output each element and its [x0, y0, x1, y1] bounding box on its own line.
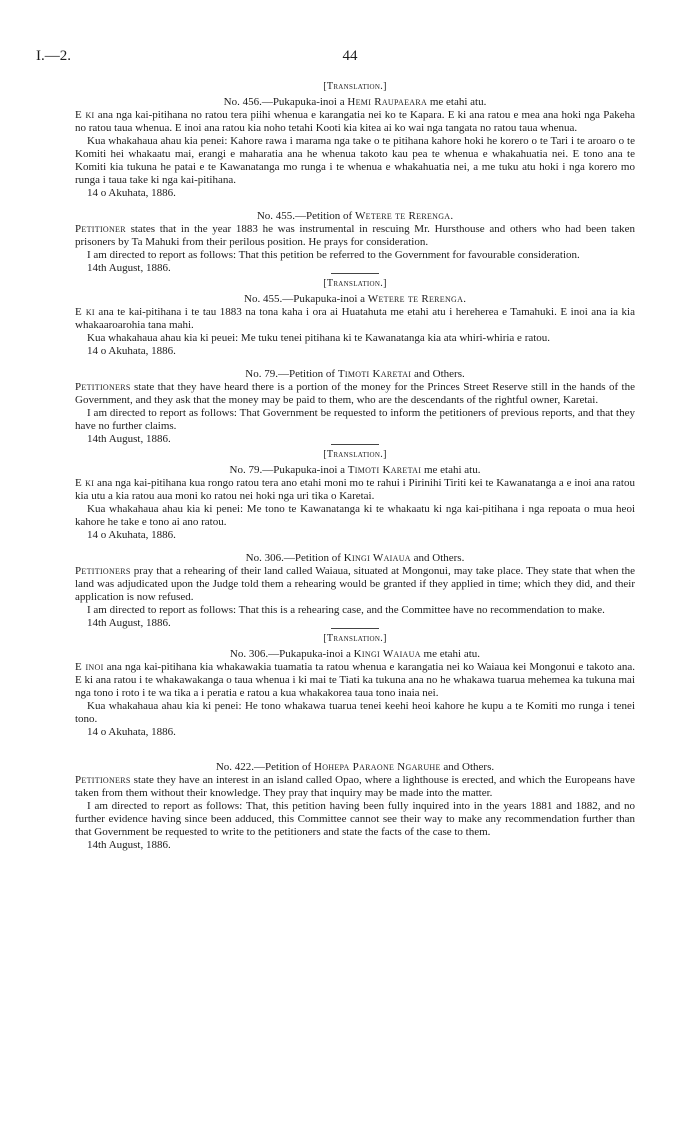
paragraph-text: ana nga kai-pitihana no ratou tera piihi whenua e karangatia nei ko te Kapara. E ki ana ratou e mea ana hoki nga Pakeha no ratou taua whenua. E inoi ana ratou kia noho tetahi Kooti kia kitea ai ko wai nga tangata no ratou taua whenua.: [75, 109, 635, 134]
committee-report: I am directed to report as follows: That, this petition having been fully inquired into in the years 1881 and 1882, and no further evidence having since been adduced, this Committee cannot see their way to make any recommendation further than that Government be requested to write to the petitioners and state the facts of the case to them.: [75, 800, 635, 838]
report-date: 14 o Akuhata, 1886.: [87, 529, 176, 541]
petitioner-name: Kingi Waiaua: [343, 552, 411, 564]
parliamentary-paper-reference: I.—2.: [36, 48, 71, 64]
committee-report: I am directed to report as follows: That this is a rehearing case, and the Committee have no recommendation to make.: [87, 604, 605, 616]
translation-306: [75, 632, 635, 739]
report-date: 14th August, 1886.: [87, 262, 171, 274]
heading-suffix: and Others.: [440, 761, 495, 773]
heading-text: No. 422.—Petition of: [215, 761, 314, 773]
petition-summary: [75, 774, 635, 800]
section-heading: [75, 368, 635, 381]
committee-report: Kua whakahaua ahau kia ki peuei: Me tuku tenei pitihana ki te Kawanatanga kia ata whiri-whiria e ratou.: [87, 332, 551, 344]
petition-summary: [75, 565, 635, 604]
paragraph-lead: Petitioners: [75, 774, 131, 786]
paragraph-lead: Petitioners: [75, 565, 131, 577]
paragraph-lead: E ki: [75, 109, 95, 121]
heading-suffix: me etahi atu.: [421, 464, 481, 476]
paragraph-lead: Petitioner: [75, 223, 126, 235]
translation-label: [Translation.]: [323, 278, 387, 289]
petition-summary: [75, 477, 635, 503]
petition-summary: [75, 306, 635, 332]
petition-summary: [75, 661, 635, 700]
petition-306: [75, 552, 635, 629]
heading-text: No. 79.—Petition of: [245, 368, 338, 380]
committee-report: I am directed to report as follows: That Government be requested to inform the petitioners of previous reports, and that they have no further claims.: [75, 407, 635, 432]
report-date: 14th August, 1886.: [87, 433, 171, 445]
petitioner-name: Timoti Karetai: [337, 368, 412, 380]
section-heading: [75, 96, 635, 109]
report-date: 14th August, 1886.: [87, 839, 171, 851]
heading-suffix: me etahi atu.: [420, 648, 481, 660]
section-heading: [75, 552, 635, 565]
petitioner-name: Wetere te Rerenga: [367, 293, 464, 305]
paragraph-text: state that they have heard there is a portion of the money for the Princes Street Reserve still in the hands of the Government, and they ask that the money may be paid to them, who are the descendants of the rightful owner, Karetai.: [75, 381, 635, 406]
petition-summary: [75, 381, 635, 407]
paragraph-lead: E ki: [75, 477, 95, 489]
heading-suffix: .: [463, 293, 466, 305]
petitioner-name: Timoti Karetai: [347, 464, 422, 476]
section-heading: [75, 761, 635, 774]
heading-text: No. 79.—Pukapuka-inoi a: [229, 464, 348, 476]
paragraph-text: ana nga kai-pitihana kia whakawakia tuamatia ta ratou whenua e karangatia nei ko Waiaua kei Mongonui e takoto ana. E ki ana ratou i te whakawakanga o taua whenua i ki mai te Tiati ka tukuna ana no he whakawa tuarua mehemea ka tukuna mai nga tono i roto i te wa tika a i peratia e ratou a kua whakakorea taua tono inaia nei.: [75, 661, 635, 699]
report-date: 14 o Akuhata, 1886.: [87, 187, 176, 199]
report-date: 14 o Akuhata, 1886.: [87, 345, 176, 357]
committee-report: I am directed to report as follows: That this petition be referred to the Government for favourable consideration.: [87, 249, 580, 261]
section-divider: [331, 444, 379, 445]
petitioner-name: Hemi Raupaeara: [347, 96, 428, 108]
translation-label: [Translation.]: [323, 633, 387, 644]
committee-report: Kua whakahaua ahau kia ki penei: Me tono te Kawanatanga ki te whakaatu ki nga kai-pitihana i nga repoata o mua heoi kahore he take e tono ai ano ratou.: [75, 503, 635, 528]
paragraph-text: ana te kai-pitihana i te tau 1883 na tona kaha i ora ai Huatahuta me etahi atu i hereherea e Tamahuki. E inoi ana ia kia whakaaroarohia tana mahi.: [75, 306, 635, 331]
heading-text: No. 456.—Pukapuka-inoi a: [223, 96, 348, 108]
translation-79: [75, 448, 635, 542]
paragraph-text: pray that a rehearing of their land called Waiaua, situated at Mongonui, may take place. They state that when the land was adjudicated upon the Judge told them a rehearing would be granted if they applied in time; which they did, and their application is now refused.: [75, 565, 635, 603]
section-heading: [75, 210, 635, 223]
heading-suffix: and Others.: [411, 368, 465, 380]
translation-label: [Translation.]: [323, 449, 387, 460]
heading-text: No. 455.—Pukapuka-inoi a: [244, 293, 368, 305]
petitioner-name: Wetere te Rerenga: [354, 210, 451, 222]
paragraph-text: ana nga kai-pitihana kua rongo ratou tera ano etahi moni mo te rahui i Pirinihi Tiriti kei te Kawanatanga a e inoi ana ratou kia utu a kia ratou aua moni ko ratou nei hoki nga uri tika o Karetai.: [75, 477, 635, 502]
heading-text: No. 306.—Pukapuka-inoi a: [229, 648, 354, 660]
section-heading: [75, 648, 635, 661]
translation-455: [75, 277, 635, 358]
section-divider: [331, 273, 379, 274]
petition-summary: [75, 223, 635, 249]
report-date: 14th August, 1886.: [87, 617, 171, 629]
translation-label: [Translation.]: [323, 81, 387, 92]
section-heading: [75, 464, 635, 477]
heading-suffix: and Others.: [410, 552, 465, 564]
section-heading: [75, 293, 635, 306]
heading-text: No. 306.—Petition of: [245, 552, 344, 564]
paragraph-lead: E inoi: [75, 661, 104, 673]
report-body: [75, 80, 635, 852]
petitioner-name: Kingi Waiaua: [353, 648, 421, 660]
paragraph-text: state they have an interest in an island called Opao, where a lighthouse is erected, and which the Europeans have taken from them without their knowledge. They pray that inquiry may be made into the matter.: [75, 774, 635, 799]
paragraph-text: states that in the year 1883 he was instrumental in rescuing Mr. Hursthouse and others who had been taken prisoners by Ta Mahuki from their perilous position. He prays for consideration.: [75, 223, 635, 248]
heading-suffix: .: [450, 210, 454, 222]
page-number: 44: [342, 48, 358, 64]
heading-text: No. 455.—Petition of: [256, 210, 355, 222]
committee-report: Kua whakahaua ahau kia penei: Kahore rawa i marama nga take o te pitihana kahore hoki he korero o te Tari i te aroaro o te Komiti hei whakaatu mai, erangi e maharatia ana he whenua takoto kau pea te whenua e whakahuatia nei. E tono ana te Komiti kia tukuna he patai e te Kawanatanga mo runga i te whenua e whakahuatia nei, a me tuku atu hoki i nga korero mo runga i taua take ki nga kai-pitihana.: [75, 135, 635, 186]
paragraph-lead: E ki: [75, 306, 95, 318]
petition-455: [75, 210, 635, 274]
committee-report: Kua whakahaua ahau kia ki penei: He tono whakawa tuarua tenei keehi heoi kahore he kupu a te Komiti mo runga i tenei tono.: [75, 700, 635, 725]
heading-suffix: me etahi atu.: [427, 96, 487, 108]
section-divider: [331, 628, 379, 629]
petition-summary: [75, 109, 635, 135]
paragraph-lead: Petitioners: [75, 381, 131, 393]
report-date: 14 o Akuhata, 1886.: [87, 726, 176, 738]
petition-422: [75, 761, 635, 852]
petitioner-name: Hohepa Paraone Ngaruhe: [313, 761, 441, 773]
petition-79: [75, 368, 635, 445]
translation-456: [75, 80, 635, 200]
